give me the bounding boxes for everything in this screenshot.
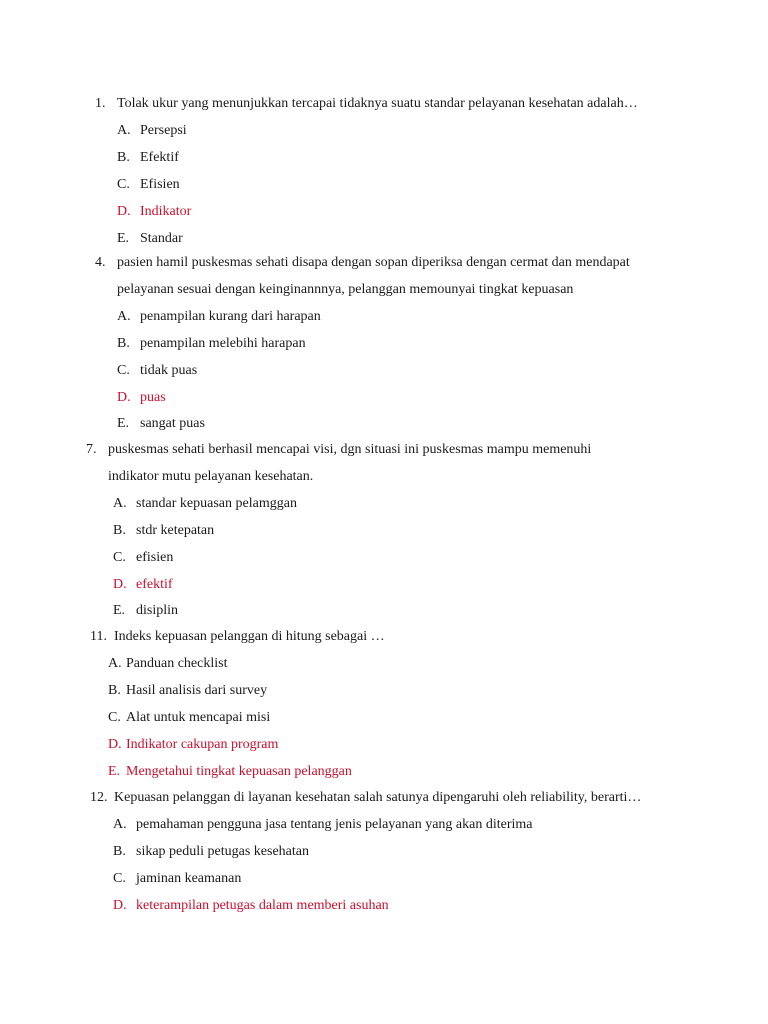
option-text: Alat untuk mencapai misi	[126, 709, 271, 725]
question-text: Indeks kepuasan pelanggan di hitung sebagai …	[114, 629, 385, 644]
option-text: Indikator	[140, 203, 192, 219]
option-text: Efektif	[140, 149, 179, 165]
option-letter: E.	[113, 603, 126, 619]
question-number: 7.	[86, 442, 97, 457]
option-letter: D.	[108, 736, 122, 752]
option-text: efektif	[136, 576, 173, 592]
option-text: Indikator cakupan program	[126, 736, 279, 752]
option-letter: A.	[117, 122, 131, 138]
option-text: penampilan kurang dari harapan	[140, 308, 321, 324]
question-text: pasien hamil puskesmas sehati disapa dengan sopan diperiksa dengan cermat dan mendapat	[117, 255, 630, 270]
option-text: stdr ketepatan	[136, 522, 215, 538]
question-text: indikator mutu pelayanan kesehatan.	[108, 468, 314, 484]
question-number: 1.	[95, 96, 106, 111]
option-text: pemahaman pengguna jasa tentang jenis pelayanan yang akan diterima	[136, 816, 533, 832]
question-text: Kepuasan pelanggan di layanan kesehatan salah satunya dipengaruhi oleh reliability, berarti…	[114, 790, 642, 805]
option-text: Efisien	[140, 176, 180, 192]
option-text: tidak puas	[140, 362, 198, 378]
option-text: standar kepuasan pelamggan	[136, 495, 297, 511]
question-text: puskesmas sehati berhasil mencapai visi, dgn situasi ini puskesmas mampu memenuhi	[108, 442, 592, 457]
option-letter: C.	[117, 362, 130, 378]
option-text: puas	[140, 389, 166, 405]
question-number: 4.	[95, 255, 106, 270]
option-letter: D.	[117, 203, 131, 219]
option-text: keterampilan petugas dalam memberi asuhan	[136, 897, 389, 913]
option-letter: A.	[113, 495, 127, 511]
option-text: penampilan melebihi harapan	[140, 335, 306, 351]
option-text: disiplin	[136, 603, 179, 619]
option-letter: D.	[113, 576, 127, 592]
option-letter: C.	[113, 549, 126, 565]
option-letter: B.	[113, 843, 126, 859]
option-text: Standar	[140, 230, 183, 246]
option-letter: C.	[108, 709, 121, 725]
option-letter: C.	[113, 870, 126, 886]
option-letter: E.	[117, 230, 130, 246]
option-text: Mengetahui tingkat kepuasan pelanggan	[126, 763, 352, 779]
option-letter: A.	[117, 308, 131, 324]
option-letter: A.	[108, 655, 122, 671]
option-letter: D.	[117, 389, 131, 405]
question-text: pelayanan sesuai dengan keinginannnya, pelanggan memounyai tingkat kepuasan	[117, 281, 574, 297]
option-text: Panduan checklist	[126, 655, 228, 671]
question-number: 12.	[90, 790, 108, 805]
option-text: efisien	[136, 549, 174, 565]
option-text: Hasil analisis dari survey	[126, 682, 268, 698]
option-letter: B.	[113, 522, 126, 538]
option-letter: E.	[108, 763, 121, 779]
option-text: sangat puas	[140, 416, 205, 432]
option-text: Persepsi	[140, 122, 187, 138]
option-letter: D.	[113, 897, 127, 913]
option-letter: E.	[117, 416, 130, 432]
option-letter: B.	[117, 335, 130, 351]
option-letter: B.	[108, 682, 121, 698]
option-letter: C.	[117, 176, 130, 192]
option-text: jaminan keamanan	[136, 870, 242, 886]
option-letter: B.	[117, 149, 130, 165]
question-text: Tolak ukur yang menunjukkan tercapai tidaknya suatu standar pelayanan kesehatan adalah…	[117, 96, 638, 111]
option-text: sikap peduli petugas kesehatan	[136, 843, 310, 859]
option-letter: A.	[113, 816, 127, 832]
question-number: 11.	[90, 629, 107, 644]
